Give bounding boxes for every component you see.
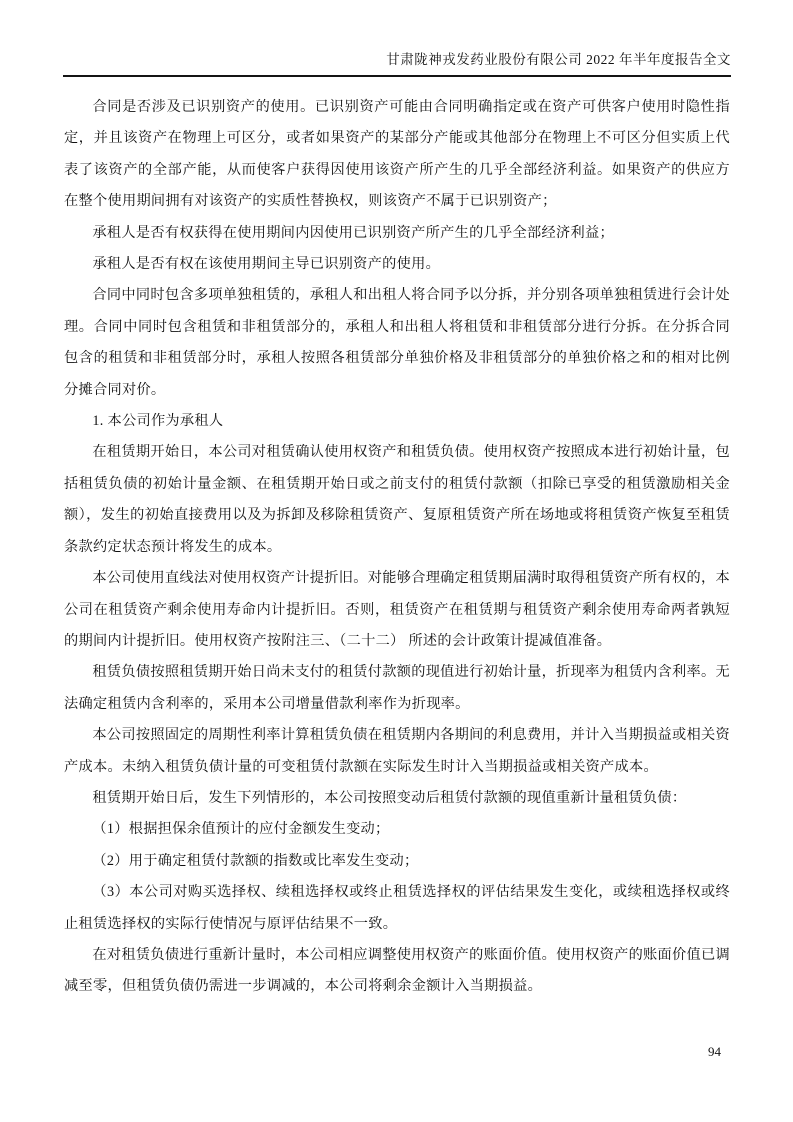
paragraph-lease-liability-discount: 租赁负债按照租赁期开始日尚未支付的租赁付款额的现值进行初始计量，折现率为租赁内含利率。无法确定租赁内含利率的，采用本公司增量借款利率作为折现率。 xyxy=(64,664,730,712)
page-number: 94 xyxy=(708,1044,721,1059)
paragraph-lessee-direct-use: 承租人是否有权在该使用期间主导已识别资产的使用。 xyxy=(92,256,441,273)
paragraph-contract-split: 合同中同时包含多项单独租赁的，承租人和出租人将合同予以分拆，并分别各项单独租赁进行会计处理。合同中同时包含租赁和非租赁部分的，承租人和出租人将租赁和非租赁部分进行分拆。在分拆合同包含的租赁和非租赁部分时，承租人按照各租赁部分单独价格及非租赁部分的单独价格之和的相对比例分摊合同对价。 xyxy=(64,287,730,398)
document-body xyxy=(64,92,730,1003)
page-header xyxy=(63,52,731,77)
paragraph-remeasure-intro: 租赁期开始日后，发生下列情形的，本公司按照变动后租赁付款额的现值重新计量租赁负债： xyxy=(92,789,687,806)
paragraph-depreciation: 本公司使用直线法对使用权资产计提折旧。对能够合理确定租赁期届满时取得租赁资产所有权的，本公司在租赁资产剩余使用寿命内计提折旧。否则，租赁资产在租赁期与租赁资产剩余使用寿命两者孰短的期间内计提折旧。使用权资产按附注三、（二十二） 所述的会计政策计提减值准备。 xyxy=(64,570,730,649)
paragraph-identified-asset: 合同是否涉及已识别资产的使用。已识别资产可能由合同明确指定或在资产可供客户使用时隐性指定，并且该资产在物理上可区分，或者如果资产的某部分产能或其他部分在物理上不可区分但实质上代表了该资产的全部产能，从而使客户获得因使用该资产所产生的几乎全部经济利益。如果资产的供应方在整个使用期间拥有对该资产的实质性替换权，则该资产不属于已识别资产； xyxy=(64,99,730,210)
list-item-3: （3）本公司对购买选择权、续租选择权或终止租赁选择权的评估结果发生变化，或续租选择权或终止租赁选择权的实际行使情况与原评估结果不一致。 xyxy=(64,884,730,932)
report-header-title: 甘肃陇神戎发药业股份有限公司 2022 年半年度报告全文 xyxy=(386,52,731,67)
paragraph-lessee-economic-benefit: 承租人是否有权获得在使用期间内因使用已识别资产所产生的几乎全部经济利益； xyxy=(92,224,614,241)
list-item-1: （1）根据担保余值预计的应付金额发生变动； xyxy=(92,821,390,838)
section-heading-lessee: 1. 本公司作为承租人 xyxy=(92,413,224,430)
list-item-2: （2）用于确定租赁付款额的指数或比率发生变动； xyxy=(92,852,419,869)
paragraph-initial-measurement: 在租赁期开始日，本公司对租赁确认使用权资产和租赁负债。使用权资产按照成本进行初始计量，包括租赁负债的初始计量金额、在租赁期开始日或之前支付的租赁付款额（扣除已享受的租赁激励相关金额），发生的初始直接费用以及为拆卸及移除租赁资产、复原租赁资产所在场地或将租赁资产恢复至租赁条款约定状态预计将发生的成本。 xyxy=(64,444,730,555)
paragraph-interest-expense: 本公司按照固定的周期性利率计算租赁负债在租赁期内各期间的利息费用，并计入当期损益或相关资产成本。未纳入租赁负债计量的可变租赁付款额在实际发生时计入当期损益或相关资产成本。 xyxy=(64,727,730,775)
paragraph-remeasure-adjust: 在对租赁负债进行重新计量时，本公司相应调整使用权资产的账面价值。使用权资产的账面价值已调减至零，但租赁负债仍需进一步调减的，本公司将剩余金额计入当期损益。 xyxy=(64,946,730,995)
